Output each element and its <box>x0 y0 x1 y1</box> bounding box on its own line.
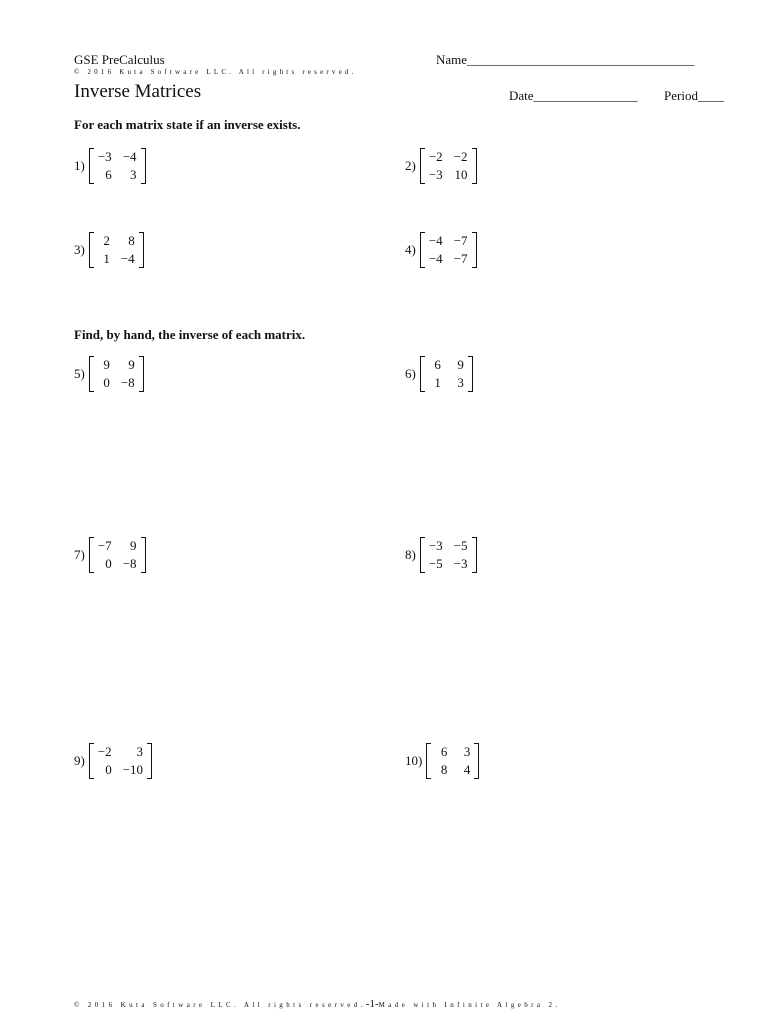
problem-number: 5) <box>74 366 85 381</box>
date-field: Date________________ <box>509 88 638 103</box>
problem-6 <box>405 356 473 392</box>
instruction-inverse-exists: For each matrix state if an inverse exists. <box>74 117 301 132</box>
matrix <box>420 537 477 573</box>
matrix-cell: 1 <box>434 375 441 390</box>
matrix-cell: 6 <box>440 744 448 759</box>
problem-number: 10) <box>405 753 423 768</box>
problem-9 <box>74 743 152 779</box>
matrix-cell: −5 <box>453 538 468 553</box>
matrix-cell: 4 <box>463 762 471 777</box>
matrix-cell: 9 <box>130 538 137 553</box>
matrix-cell: 3 <box>463 744 471 759</box>
matrix-cell: 6 <box>434 357 441 372</box>
matrix-cell: 1 <box>103 251 110 266</box>
matrix-cell: 9 <box>457 357 464 372</box>
matrix <box>426 743 479 779</box>
problem-number: 6) <box>405 366 416 381</box>
matrix-cell: 8 <box>128 233 135 248</box>
worksheet-title: Inverse Matrices <box>74 81 202 102</box>
problem-10 <box>405 743 479 779</box>
problem-number: 2) <box>405 158 416 173</box>
matrix <box>89 148 146 184</box>
matrix-cell: −3 <box>428 167 443 182</box>
instruction-find-inverse: Find, by hand, the inverse of each matrix. <box>74 327 306 342</box>
copyright-notice-top: © 2016 Kuta Software LLC. All rights reserved. <box>74 68 357 76</box>
matrix <box>89 743 152 779</box>
matrix-cell: 3 <box>136 744 144 759</box>
matrix-cell: −7 <box>453 233 468 248</box>
matrix-cell: 2 <box>103 233 110 248</box>
matrix-cell: −4 <box>120 251 135 266</box>
matrix-cell: 6 <box>105 167 112 182</box>
matrix <box>420 232 477 268</box>
matrix-cell: −8 <box>120 375 135 390</box>
matrix-cell: 10 <box>454 167 468 182</box>
matrix-cell: 0 <box>105 762 112 777</box>
name-field: Name___________________________________ <box>436 52 695 67</box>
matrix-cell: −5 <box>428 556 443 571</box>
matrix-cell: −3 <box>428 538 443 553</box>
matrix-cell: −4 <box>428 251 443 266</box>
matrix-cell: 0 <box>105 556 112 571</box>
matrix-cell: −3 <box>97 149 112 164</box>
footer-copyright: © 2016 Kuta Software LLC. All rights reserved. <box>74 1001 366 1009</box>
matrix-cell: 0 <box>103 375 110 390</box>
matrix-cell: −4 <box>122 149 137 164</box>
problem-8 <box>405 537 477 573</box>
matrix <box>420 148 477 184</box>
matrix-cell: −4 <box>428 233 443 248</box>
problem-number: 3) <box>74 242 85 257</box>
problem-number: 7) <box>74 547 85 562</box>
matrix-cell: 9 <box>103 357 110 372</box>
matrix-cell: −2 <box>453 149 468 164</box>
problem-number: 9) <box>74 753 85 768</box>
matrix-cell: 9 <box>128 357 135 372</box>
problem-4 <box>405 232 477 268</box>
problem-5 <box>74 356 144 392</box>
problem-number: 4) <box>405 242 416 257</box>
period-field: Period____ <box>664 88 724 103</box>
matrix-cell: 3 <box>130 167 137 182</box>
footer <box>74 998 561 1010</box>
problem-1 <box>74 148 146 184</box>
matrix-cell: 8 <box>440 762 448 777</box>
matrix-cell: 3 <box>457 375 464 390</box>
matrix-cell: −2 <box>97 744 112 759</box>
matrix <box>89 537 146 573</box>
matrix-cell: −7 <box>97 538 112 553</box>
matrix-cell: −8 <box>122 556 137 571</box>
problem-7 <box>74 537 146 573</box>
problem-number: 8) <box>405 547 416 562</box>
matrix-cell: −3 <box>453 556 468 571</box>
course-name: GSE PreCalculus <box>74 52 165 67</box>
matrix-cell: −2 <box>428 149 443 164</box>
matrix <box>89 356 144 392</box>
footer-made-with: Made with Infinite Algebra 2. <box>378 1001 561 1009</box>
matrix <box>89 232 144 268</box>
matrix-cell: −10 <box>122 762 144 777</box>
problem-3 <box>74 232 144 268</box>
problem-2 <box>405 148 477 184</box>
matrix-cell: −7 <box>453 251 468 266</box>
problem-number: 1) <box>74 158 85 173</box>
page-number: -1- <box>365 998 379 1010</box>
matrix <box>420 356 473 392</box>
